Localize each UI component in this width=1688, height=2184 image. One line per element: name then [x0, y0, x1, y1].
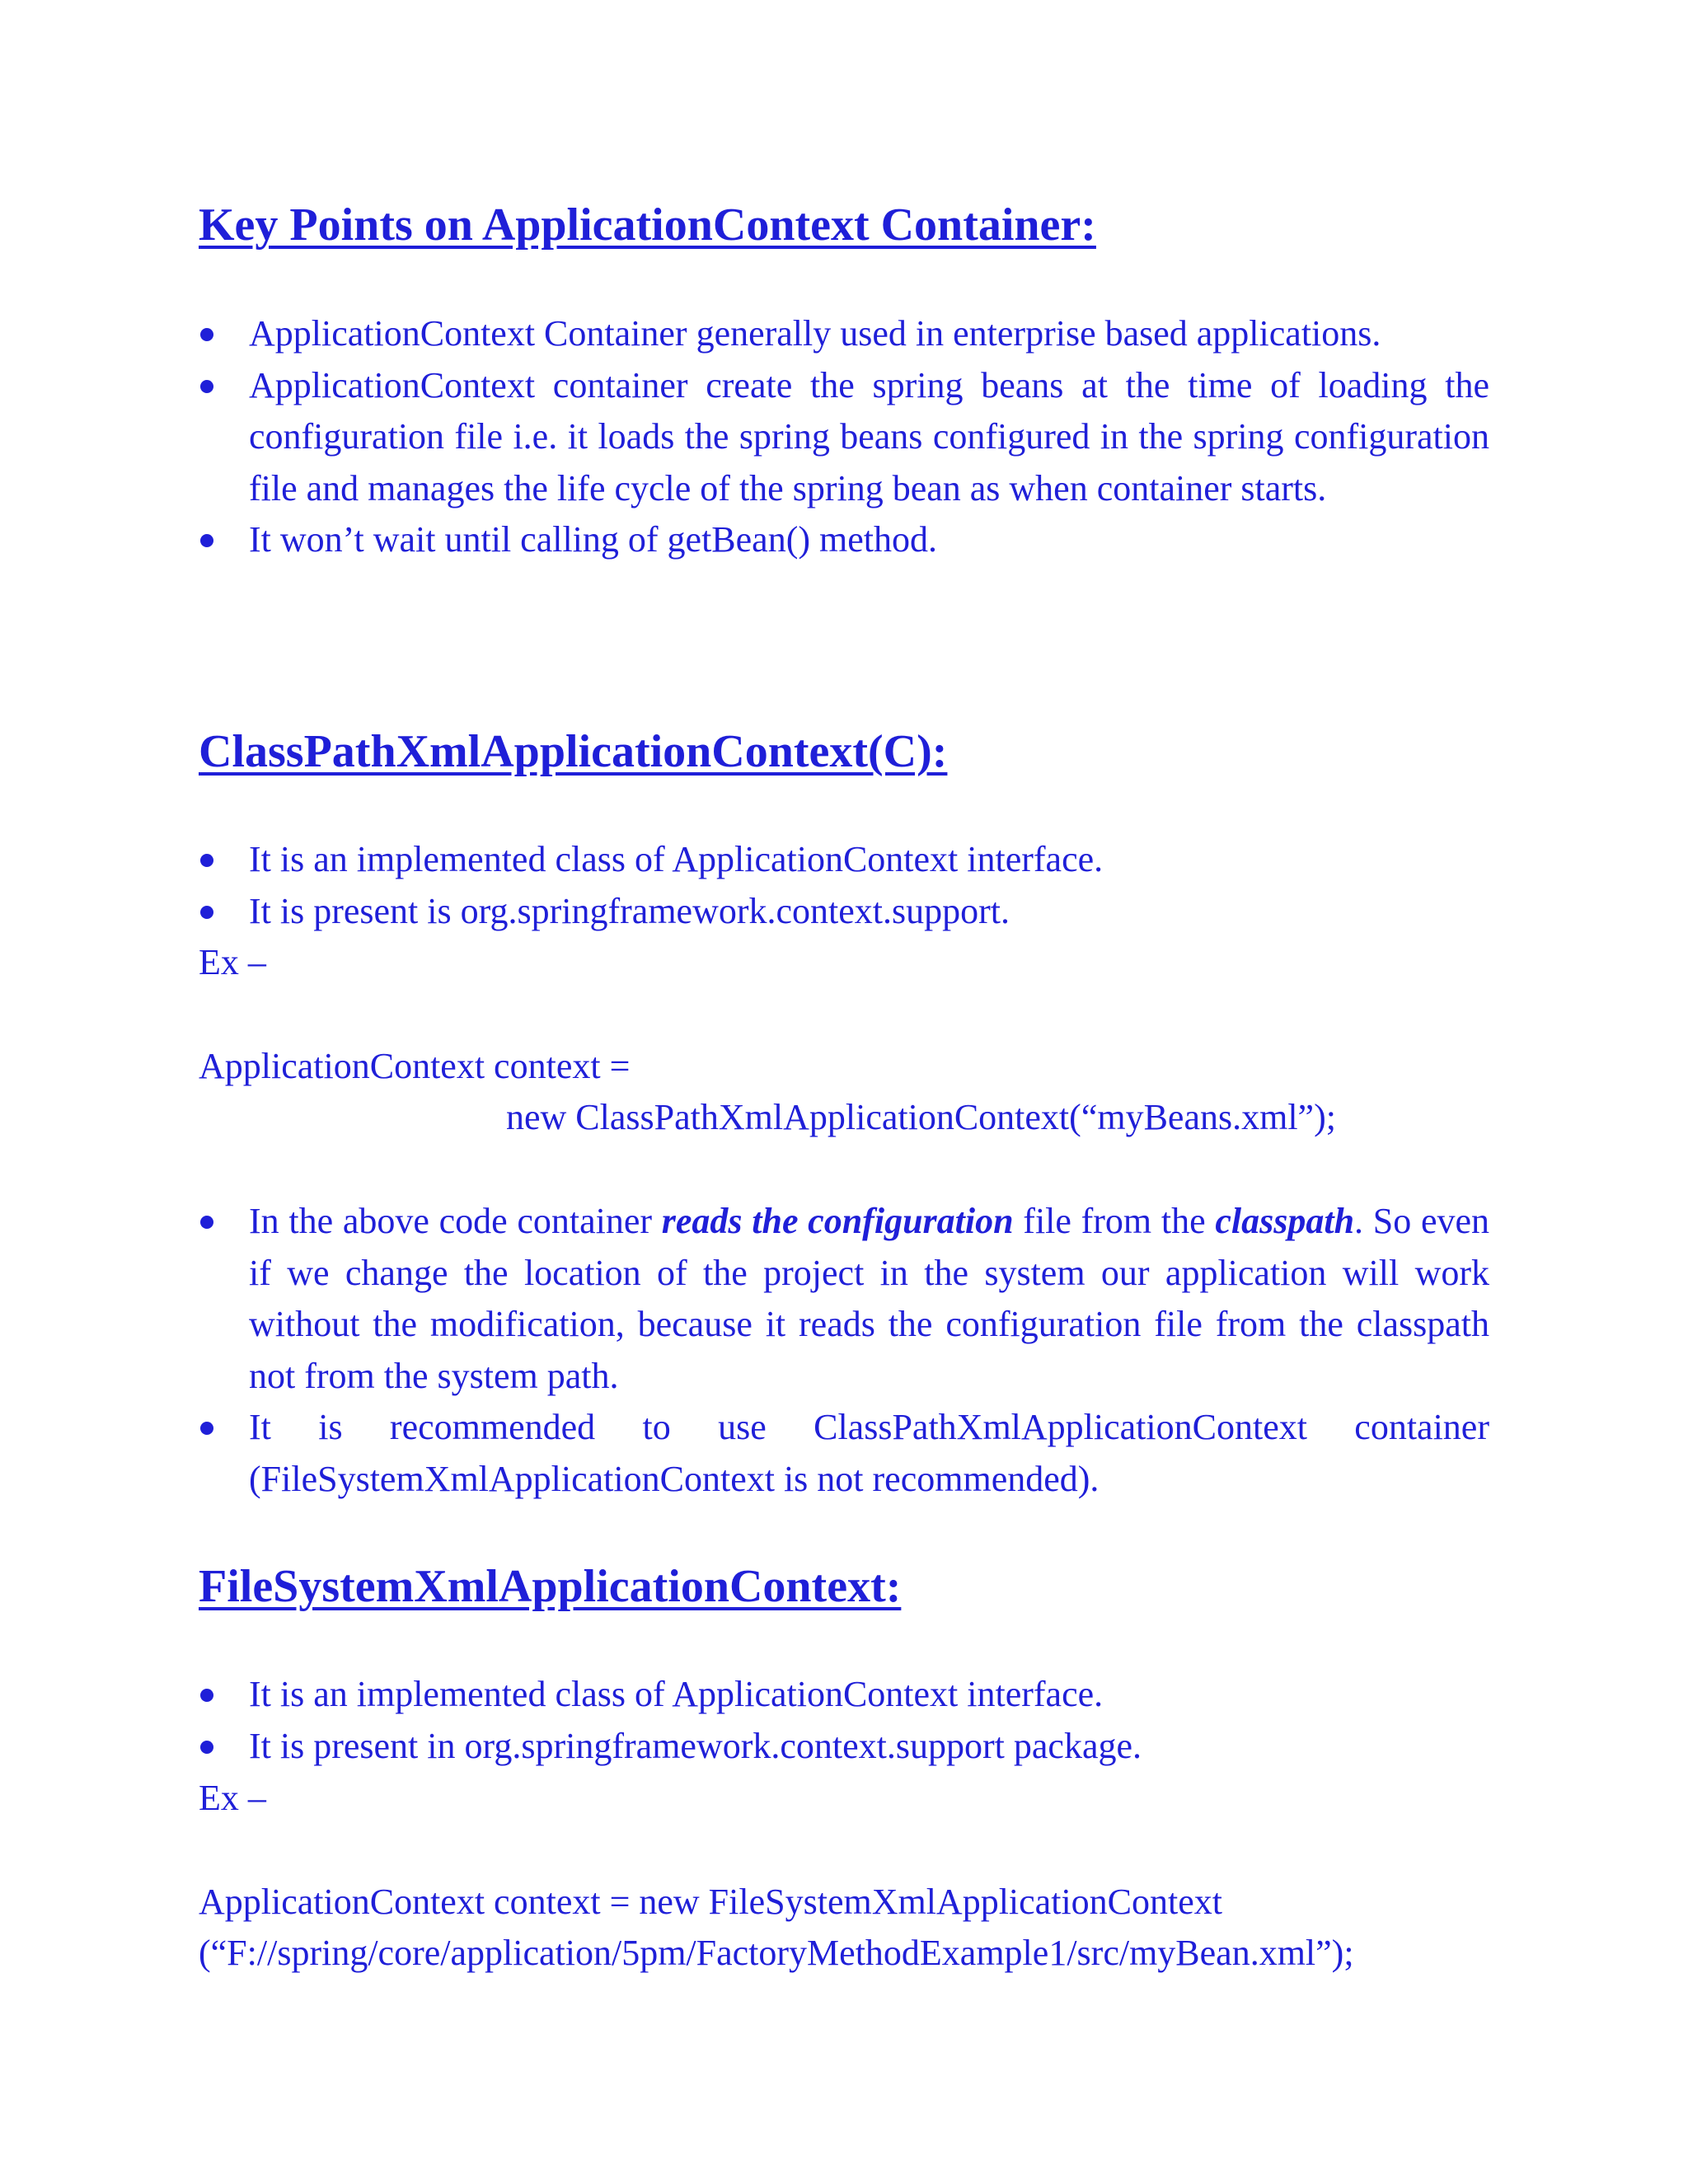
code-line: ApplicationContext context = new FileSystemXmlApplicationContext — [199, 1882, 1222, 1922]
text-run: . So even if we change the location of the project in the system our application will work without the modification, because it reads the configuration file from the classpath not from the system path. — [249, 1201, 1489, 1396]
list-item: It is present is org.springframework.context.support. — [199, 886, 1489, 938]
code-line: new ClassPathXmlApplicationContext(“myBeans.xml”); — [506, 1097, 1336, 1137]
section-heading-classpathxmlapplicationcontext: ClassPathXmlApplicationContext(C): — [199, 726, 948, 777]
key-points-list — [199, 308, 1489, 566]
example-label: Ex – — [199, 942, 266, 982]
section-heading-applicationcontext-key-points: Key Points on ApplicationContext Container: — [199, 199, 1096, 251]
list-item: ApplicationContext container create the spring beans at the time of loading the configuration file i.e. it loads the spring beans configured in the spring configuration file and manages the life cycle of the spring bean as when container starts. — [199, 360, 1489, 515]
list-item — [199, 1196, 1489, 1402]
code-line: ApplicationContext context = — [199, 1046, 631, 1086]
list-item: It is recommended to use ClassPathXmlApplicationContext container (FileSystemXmlApplicationContext is not recommended). — [199, 1402, 1489, 1505]
emphasis-text: reads the configuration — [661, 1201, 1014, 1241]
list-item: ApplicationContext Container generally used in enterprise based applications. — [199, 308, 1489, 360]
text-run: In the above code container — [249, 1201, 662, 1241]
emphasis-text: classpath — [1215, 1201, 1355, 1241]
example-label: Ex – — [199, 1778, 266, 1818]
code-line: (“F://spring/core/application/5pm/FactoryMethodExample1/src/myBean.xml”); — [199, 1933, 1354, 1973]
classpath-notes-list — [199, 1196, 1489, 1505]
list-item: It is present in org.springframework.context.support package. — [199, 1721, 1489, 1773]
list-item: It is an implemented class of ApplicationContext interface. — [199, 1669, 1489, 1721]
list-item: It won’t wait until calling of getBean() method. — [199, 514, 1489, 566]
list-item: It is an implemented class of ApplicationContext interface. — [199, 834, 1489, 886]
section-heading-filesystemxmlapplicationcontext: FileSystemXmlApplicationContext: — [199, 1561, 902, 1612]
filesystem-bullets-list — [199, 1669, 1489, 1772]
text-run: file from the — [1013, 1201, 1216, 1241]
classpath-bullets-list — [199, 834, 1489, 937]
